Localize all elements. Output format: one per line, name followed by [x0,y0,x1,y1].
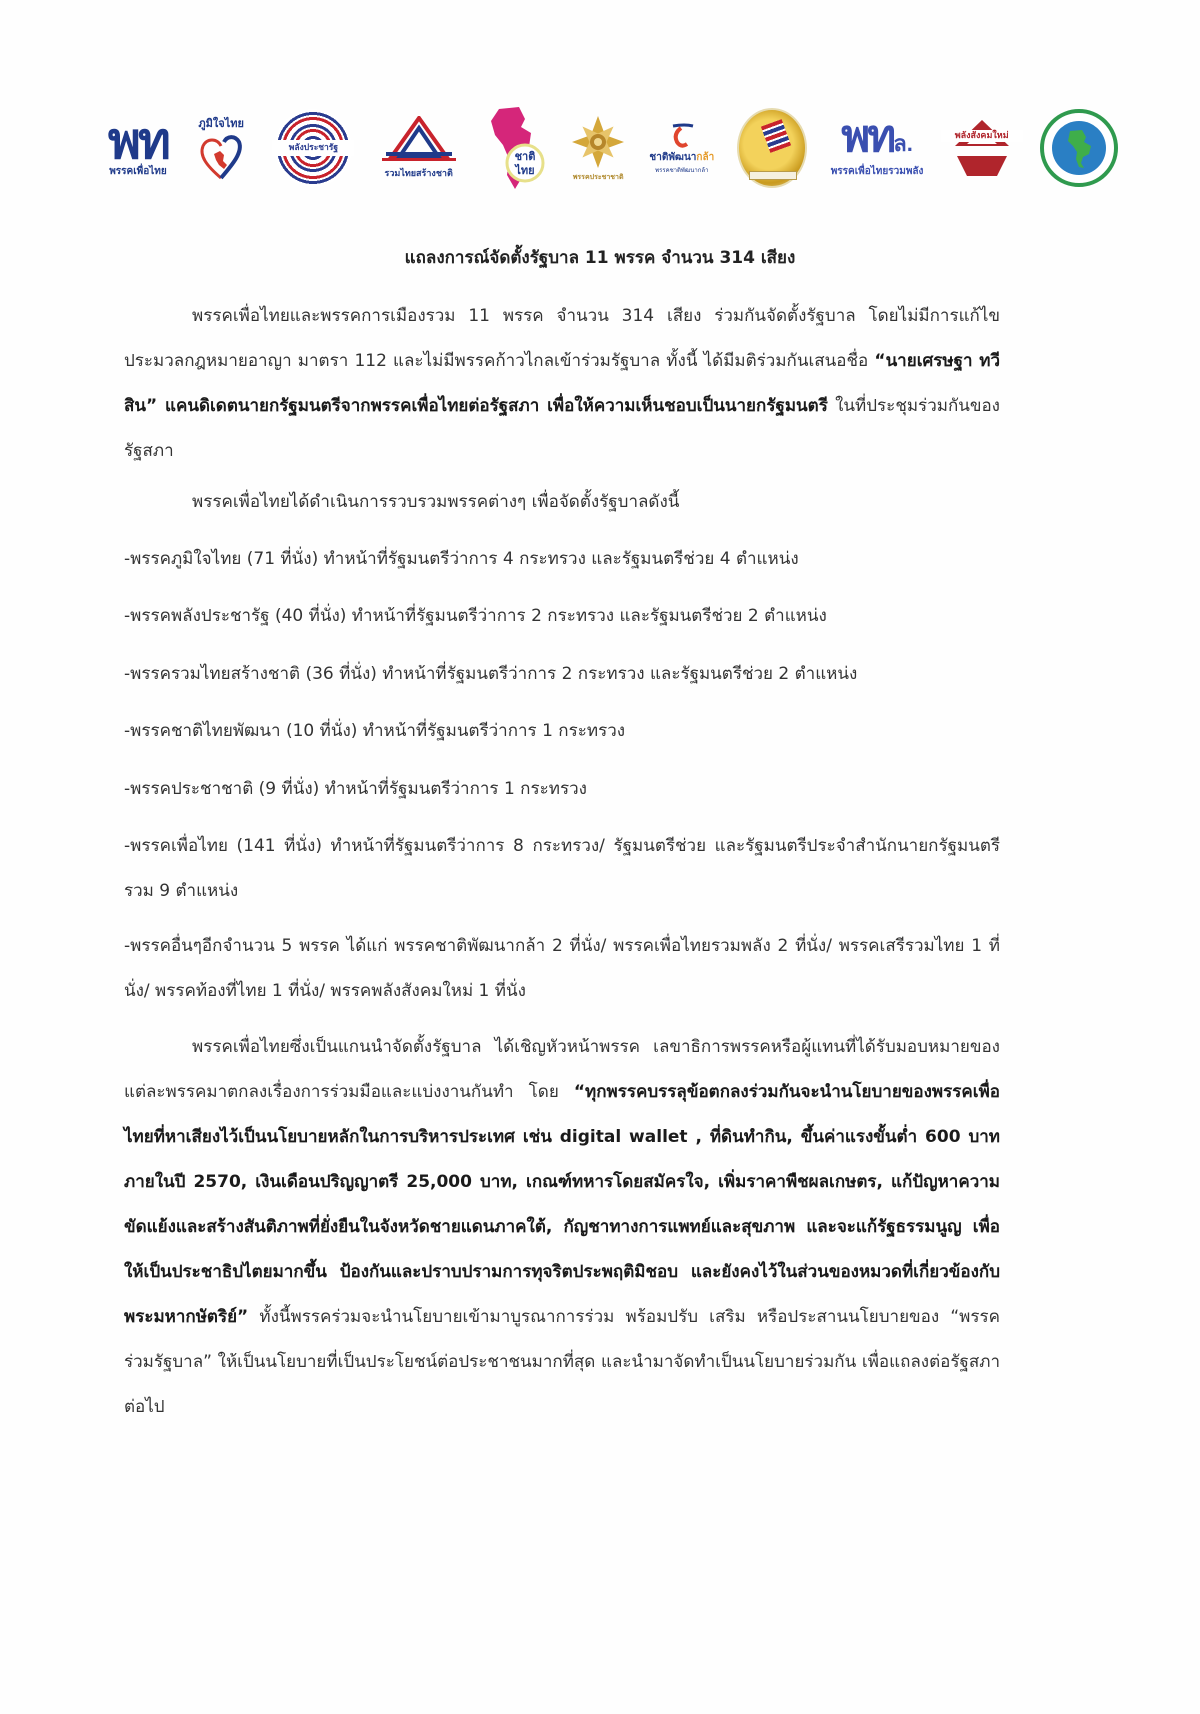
pheu-thai-ruam-palang-party-logo [831,103,924,193]
thongtee-thai-emblem [1040,109,1118,187]
heart-icon [197,132,245,182]
psm-caption: พลังสังคมใหม่ [941,130,1023,142]
triangle-emblem-icon [376,116,462,164]
palang-pracharath-party-logo [274,103,352,193]
party-item-chart-thai-pattana: -พรรคชาติไทยพัฒนา (10 ที่นั่ง) ทำหน้าที่รัฐมนตรีว่าการ 1 กระทรวง [124,721,626,741]
ruam-thai-caption: รวมไทยสร้างชาติ [384,169,453,179]
flag-icon [761,119,791,153]
document-title: แถลงการณ์จัดตั้งรัฐบาล 11 พรรค จำนวน 314 เสียง [404,248,796,268]
caption-main: ชาติพัฒนา [649,151,697,163]
prachachat-party-logo [570,103,626,193]
ptrp-caption: พรรคเพื่อไทยรวมพลัง [830,166,924,177]
svg-text:ไทย: ไทย [515,164,535,177]
bhumjaithai-caption: ภูมิใจไทย [198,117,244,130]
closing-bold-text: “ทุกพรรคบรรลุข้อตกลงร่วมกันจะนำนโยบายของพรรคเพื่อไทยที่หาเสียงไว้เป็นนโยบายหลักในการบริหารประเทศ เช่น digital wallet , ที่ดินทำกิน, ขึ้นค่าแรงขั้นต่ำ 600 บาทภายในปี 2570, เงินเดือนปริญญาตรี 25,000 บาท, เกณฑ์ทหารโดยสมัครใจ, เพิ่มราคาพืชผลเกษตร, แก้ปัญหาความขัดแย้งและสร้างสันติภาพที่ยั่งยืนในจังหวัดชายแดนภาคใต้, กัญชาทางการแพทย์และสุขภาพ และจะแก้รัฐธรรมนูญ เพื่อให้เป็นประชาธิปไตยมากขึ้น ป้องกันและปราบปรามการทุจริตประพฤติมิชอบ และยังคงไว้ในส่วนของหมวดที่เกี่ยวข้องกับพระมหากษัตริย์” [124,1082,1000,1327]
party-logo-strip [108,98,1118,198]
party-item-others: -พรรคอื่นๆอีกจำนวน 5 พรรค ได้แก่ พรรคชาติพัฒนากล้า 2 ที่นั่ง/ พรรคเพื่อไทยรวมพลัง 2 ที่นั่ง/ พรรคเสรีรวมไทย 1 ที่นั่ง/ พรรคท้องที่ไทย 1 ที่นั่ง/ พรรคพลังสังคมใหม่ 1 ที่นั่ง [124,936,1000,1001]
pheu-thai-mark: พท [108,112,168,169]
chart-pattana-kla-caption [649,150,714,165]
ptrp-mark [841,112,913,164]
lead-paragraph: พรรคเพื่อไทยได้ดำเนินการรวบรวมพรรคต่างๆ เพื่อจัดตั้งรัฐบาลดังนี้ [192,492,680,512]
party-item-prachachat: -พรรคประชาชาติ (9 ที่นั่ง) ทำหน้าที่รัฐมนตรีว่าการ 1 กระทรวง [124,779,587,799]
party-item-palang-pracharath: -พรรคพลังประชารัฐ (40 ที่นั่ง) ทำหน้าที่รัฐมนตรีว่าการ 2 กระทรวง และรัฐมนตรีช่วย 2 ตำแหน่ง [124,606,827,626]
thailand-map-icon [485,105,547,191]
party-item-pheu-thai: -พรรคเพื่อไทย (141 ที่นั่ง) ทำหน้าที่รัฐมนตรีว่าการ 8 กระทรวง/ รัฐมนตรีช่วย และรัฐมนตรีประจำสำนักนายกรัฐมนตรีรวม 9 ตำแหน่ง [124,836,1000,901]
seri-ruam-thai-emblem [737,108,807,188]
bhumjaithai-party-logo [191,103,251,193]
intro-paragraph [124,294,1000,474]
ruam-thai-sang-chart-party-logo [376,103,462,193]
pprp-emblem [274,109,352,187]
thailand-map-icon [1064,129,1094,169]
ptrp-mark-suffix: ล. [893,131,913,156]
closing-text-end: ทั้งนี้พรรคร่วมจะนำนโยบายเข้ามาบูรณาการร่วม พร้อมปรับ เสริม หรือประสานนโยบายของ “พรรคร่วมรัฐบาล” ให้เป็นนโยบายที่เป็นประโยชน์ต่อประชาชนมากที่สุด และนำมาจัดทำเป็นนโยบายร่วมกัน เพื่อแถลงต่อรัฐสภาต่อไป [124,1307,1000,1417]
seri-ruam-thai-party-logo [737,103,807,193]
chart-thai-pattana-party-logo [485,105,547,191]
closing-paragraph [124,1025,1000,1430]
caption-accent: กล้า [696,151,715,163]
ribbon-icon [749,171,797,180]
palang-sangkom-mai-party-logo [947,103,1017,193]
intro-text-end: ในที่ประชุมร่วมกันของรัฐสภา [124,396,1000,461]
pprp-caption: พลังประชารัฐ [272,140,354,156]
svg-text:ชาติ: ชาติ [514,150,536,163]
party-item-bhumjaithai: -พรรคภูมิใจไทย (71 ที่นั่ง) ทำหน้าที่รัฐมนตรีว่าการ 4 กระทรวง และรัฐมนตรีช่วย 4 ตำแหน่ง [124,549,799,569]
swoosh-icon [669,122,695,150]
pheu-thai-party-logo [108,103,168,193]
house-emblem-icon [947,116,1017,180]
prachachat-caption: พรรคประชาชาติ [572,172,624,181]
pheu-thai-caption: พรรคเพื่อไทย [109,165,167,177]
intro-text: พรรคเพื่อไทยและพรรคการเมืองรวม 11 พรรค จำนวน 314 เสียง ร่วมกันจัดตั้งรัฐบาล โดยไม่มีการแก้ไขประมวลกฎหมายอาญา มาตรา 112 และไม่มีพรรคก้าวไกลเข้าร่วมรัฐบาล ทั้งนี้ ได้มีมติร่วมกันเสนอชื่อ [124,306,1000,371]
star-emblem-icon [570,114,626,170]
party-item-ruam-thai-sang-chart: -พรรครวมไทยสร้างชาติ (36 ที่นั่ง) ทำหน้าที่รัฐมนตรีว่าการ 2 กระทรวง และรัฐมนตรีช่วย 2 ตำแหน่ง [124,664,858,684]
chart-pattana-kla-party-logo [649,103,714,193]
closing-text: พรรคเพื่อไทยซึ่งเป็นแกนนำจัดตั้งรัฐบาล ได้เชิญหัวหน้าพรรค เลขาธิการพรรคหรือผู้แทนที่ได้รับมอบหมายของแต่ละพรรคมาตกลงเรื่องการร่วมมือและแบ่งงานกันทำ โดย [124,1037,1000,1102]
thongtee-thai-party-logo [1040,103,1118,193]
ptrp-mark-text: พท [841,112,894,161]
intro-bold-text: “นายเศรษฐา ทวีสิน” แคนดิเดตนายกรัฐมนตรีจากพรรคเพื่อไทยต่อรัฐสภา เพื่อให้ความเห็นชอบเป็นนายกรัฐมนตรี [124,351,1000,416]
chart-pattana-kla-subcaption: พรรคชาติพัฒนากล้า [655,166,709,174]
